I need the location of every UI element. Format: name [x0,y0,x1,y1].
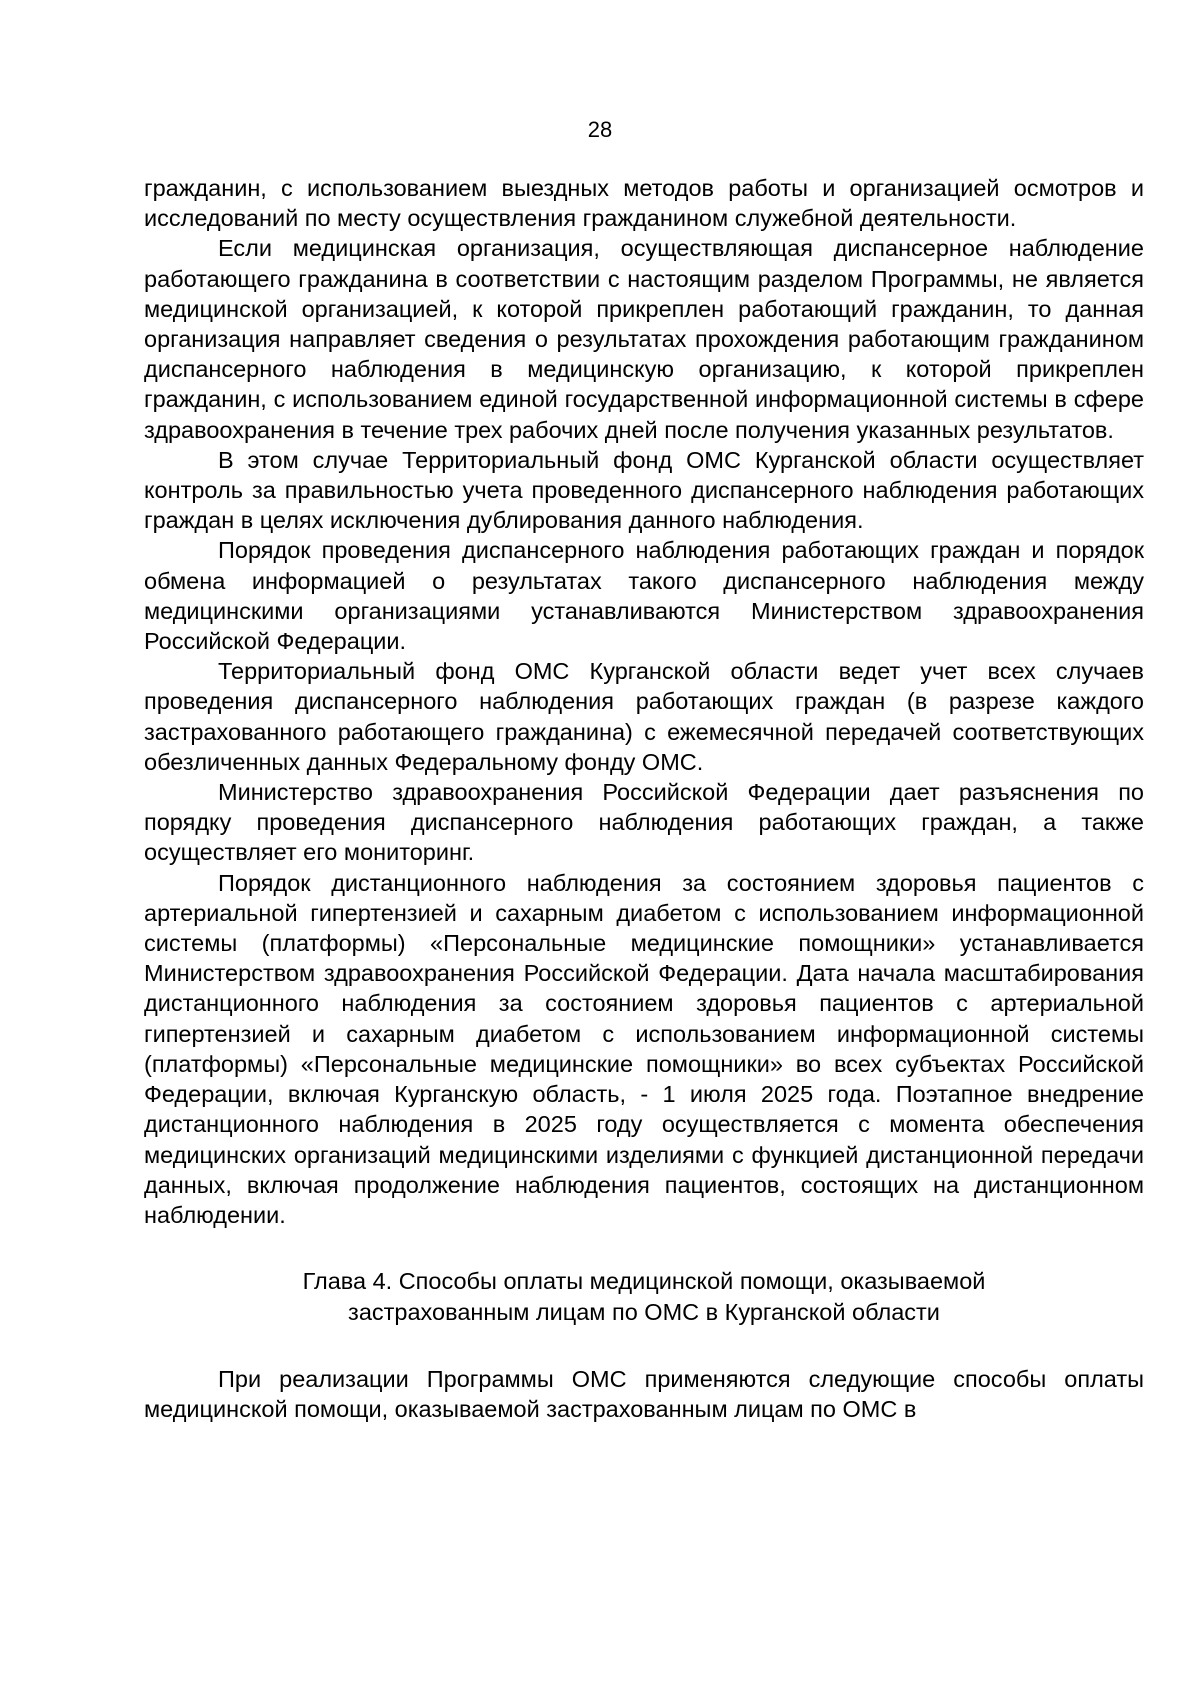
page-number: 28 [587,117,613,142]
paragraph: В этом случае Территориальный фонд ОМС Курганской области осуществляет контроль за правильностью учета проведенного диспансерного наблюдения работающих граждан в целях исключения дублирования данного наблюдения. [144,446,1144,534]
paragraph: Порядок дистанционного наблюдения за состоянием здоровья пациентов с артериальной гипертензией и сахарным диабетом с использованием информационной системы (платформы) «Персональные медицинские помощники» устанавливается Министерством здравоохранения Российской Федерации. Дата начала масштабирования дистанционного наблюдения за состоянием здоровья пациентов с артериальной гипертензией и сахарным диабетом с использованием информационной системы (платформы) «Персональные медицинские помощники» во всех субъектах Российской Федерации, включая Курганскую область, - 1 июля 2025 года. Поэтапное внедрение дистанционного наблюдения в 2025 году осуществляется с момента обеспечения медицинских организаций медицинскими изделиями с функцией дистанционной передачи данных, включая продолжение наблюдения пациентов, состоящих на дистанционном наблюдении. [144,869,1144,1228]
paragraph: Если медицинская организация, осуществляющая диспансерное наблюдение работающего гражданина в соответствии с настоящим разделом Программы, не является медицинской организацией, к которой прикреплен работающий гражданин, то данная организация направляет сведения о результатах прохождения работающим гражданином диспансерного наблюдения в медицинскую организацию, к которой прикреплен гражданин, с использованием единой государственной информационной системы в сфере здравоохранения в течение трех рабочих дней после получения указанных результатов. [144,235,1144,443]
chapter-heading-line: Глава 4. Способы оплаты медицинской помощи, оказываемой [302,1268,986,1295]
paragraph-continuation: гражданин, с использованием выездных методов работы и организацией осмотров и исследований по месту осуществления гражданином служебной деятельности. [144,175,1144,232]
paragraph: Министерство здравоохранения Российской Федерации дает разъяснения по порядку проведения диспансерного наблюдения работающих граждан, а также осуществляет его мониторинг. [144,779,1144,866]
paragraph-final: При реализации Программы ОМС применяются следующие способы оплаты медицинской помощи, оказываемой застрахованным лицам по ОМС в [144,1366,1144,1423]
document-body [144,173,1144,1425]
paragraph: Территориальный фонд ОМС Курганской области ведет учет всех случаев проведения диспансерного наблюдения работающих граждан (в разрезе каждого застрахованного работающего гражданина) с ежемесячной передачей соответствующих обезличенных данных Федеральному фонду ОМС. [144,658,1144,775]
chapter-heading [144,1266,1144,1328]
chapter-heading-line: застрахованным лицам по ОМС в Курганской области [348,1299,940,1326]
paragraph: Порядок проведения диспансерного наблюдения работающих граждан и порядок обмена информацией о результатах такого диспансерного наблюдения между медицинскими организациями устанавливаются Министерством здравоохранения Российской Федерации. [144,537,1144,655]
